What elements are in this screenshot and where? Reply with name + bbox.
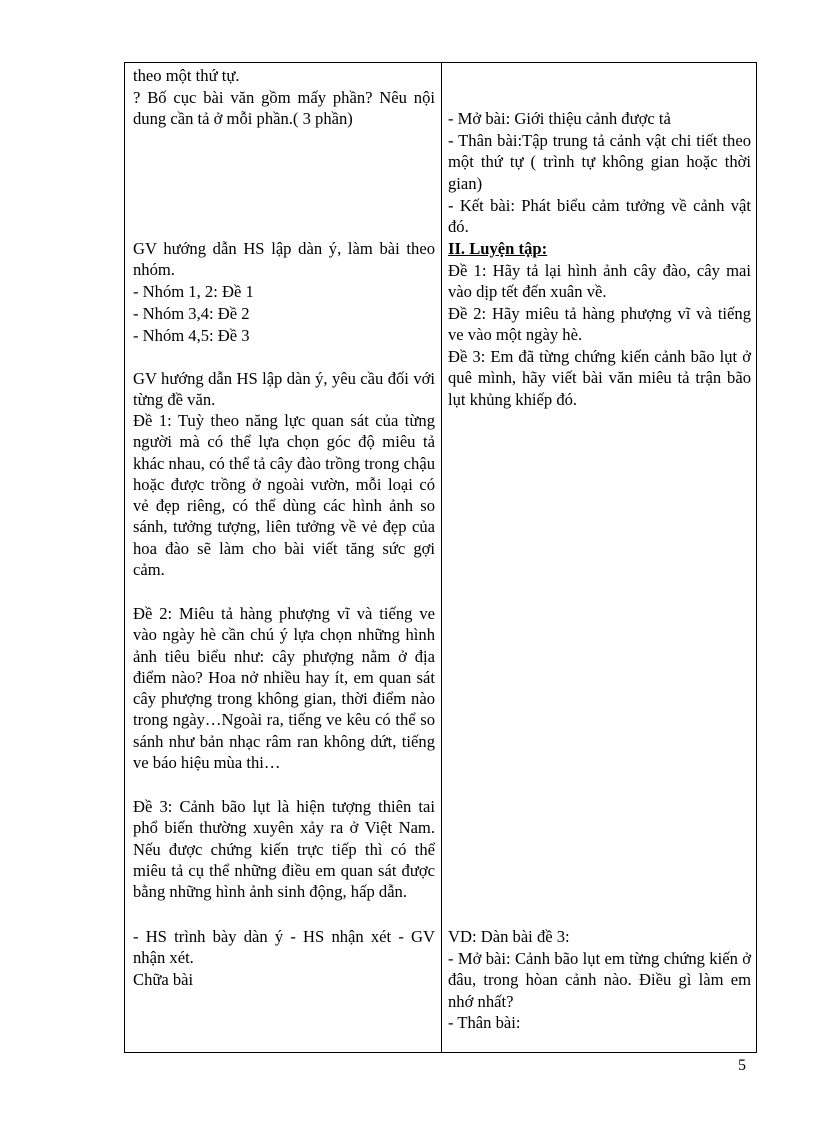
group-intro: GV hướng dẫn HS lập dàn ý, làm bài theo nhóm. — [133, 239, 435, 280]
intro-line: theo một thứ tự. — [133, 66, 240, 85]
structure-question: ? Bố cục bài văn gồm mấy phần? Nêu nội dung cần tả ở mỗi phần.( 3 phần) — [133, 88, 435, 129]
vd-than-bai: - Thân bài: — [448, 1013, 521, 1032]
guide-de-3: Đề 3: Cảnh bão lụt là hiện tượng thiên tai phổ biến thường xuyên xảy ra ở Việt Nam. Nếu được chứng kiến trực tiếp thì có thể miêu tả cụ thể những điều em quan sát được bằng những hình ảnh sinh động, hấp dẫn. — [133, 797, 435, 902]
section-heading — [448, 238, 751, 259]
section-heading-text: II. Luyện tập: — [448, 239, 548, 258]
guide-intro: GV hướng dẫn HS lập dàn ý, yêu cầu đối với từng đề văn. — [133, 369, 435, 410]
guide-de-2: Đề 2: Miêu tả hàng phượng vĩ và tiếng ve vào ngày hè cần chú ý lựa chọn những hình ảnh tiêu biểu như: cây phượng nằm ở địa điểm nào? Hoa nở nhiều hay ít, em quan sát cây phượng trong không gian, thời điểm nào trong ngày…Ngoài ra, tiếng ve kêu có thể so sánh như bản nhạc râm ran không dứt, tiếng ve báo hiệu mùa thi… — [133, 604, 435, 773]
column-divider — [441, 63, 442, 1052]
exercise-de-1: Đề 1: Hãy tả lại hình ảnh cây đào, cây mai vào dịp tết đến xuân về. — [448, 261, 751, 302]
group-2: - Nhóm 3,4: Đề 2 — [133, 304, 250, 323]
ket-bai: - Kết bài: Phát biểu cảm tưởng về cảnh vật đó. — [448, 196, 751, 237]
lesson-table — [124, 62, 757, 1053]
fix-note: Chữa bài — [133, 970, 194, 989]
vd-mo-bai: - Mở bài: Cảnh bão lụt em từng chứng kiến ở đâu, trong hòan cảnh nào. Điều gì làm em nhớ nhất? — [448, 949, 751, 1011]
exercise-de-2: Đề 2: Hãy miêu tả hàng phượng vĩ và tiếng ve vào một ngày hè. — [448, 304, 751, 345]
vd-title: VD: Dàn bài đề 3: — [448, 927, 570, 946]
mo-bai: - Mở bài: Giới thiệu cảnh được tả — [448, 109, 671, 128]
group-3: - Nhóm 4,5: Đề 3 — [133, 326, 250, 345]
than-bai: - Thân bài:Tập trung tả cảnh vật chi tiết theo một thứ tự ( trình tự không gian hoặc thời gian) — [448, 131, 751, 193]
guide-de-1: Đề 1: Tuỳ theo năng lực quan sát của từng người mà có thể lựa chọn góc độ miêu tả khác nhau, có thể tả cây đào trồng trong chậu hoặc được trồng ở ngoài vườn, mỗi loại có vẻ đẹp riêng, có thể dùng các hình ảnh so sánh, tưởng tượng, liên tưởng về vẻ đẹp của hoa đào sẽ làm cho bài viết tăng sức gợi cảm. — [133, 411, 435, 580]
group-1: - Nhóm 1, 2: Đề 1 — [133, 282, 254, 301]
exercise-de-3: Đề 3: Em đã từng chứng kiến cảnh bão lụt ở quê mình, hãy viết bài văn miêu tả trận bão lụt khủng khiếp đó. — [448, 347, 751, 409]
page-number: 5 — [738, 1057, 746, 1074]
present-note: - HS trình bày dàn ý - HS nhận xét - GV nhận xét. — [133, 927, 435, 968]
